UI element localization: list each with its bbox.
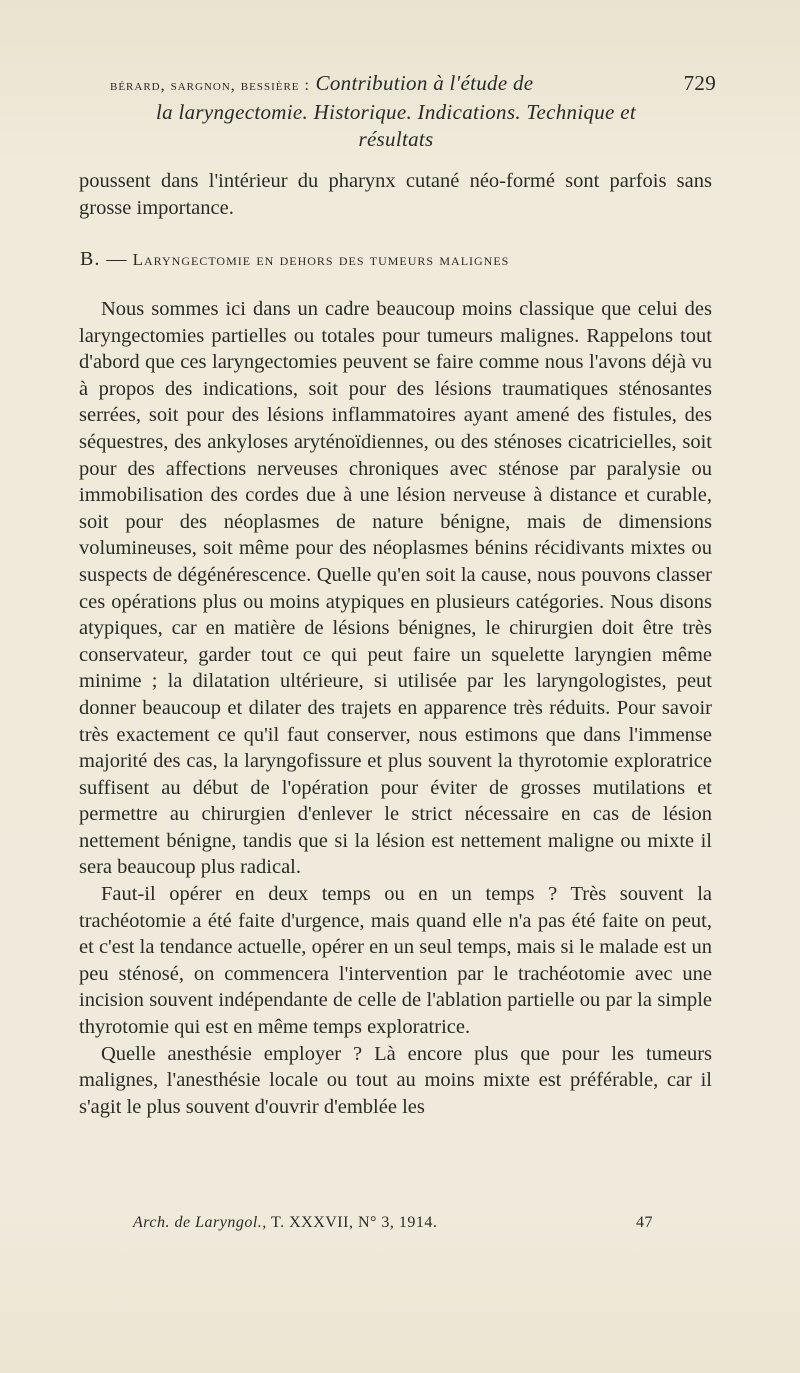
header-title-part-1: Contribution à l'étude de <box>315 71 534 95</box>
continuation-paragraph: poussent dans l'intérieur du pharynx cutané néo-formé sont parfois sans grosse importance. <box>79 170 712 219</box>
footer-volume: T. XXXVII, N° 3, 1914. <box>271 1214 438 1231</box>
paragraph: Faut-il opérer en deux temps ou en un temps ? Très souvent la trachéotomie a été faite d'urgence, mais quand elle n'a pas été faite on peut, et c'est la tendance actuelle, opérer en un seul temps, mais si le malade est un peu sténosé, on commencera l'intervention par le trachéotomie avec une incision souvent indépendante de celle de l'ablation partielle ou par la simple thyrotomie qui est en même temps exploratrice. <box>79 883 712 1039</box>
header-title-part-2: la laryngectomie. Historique. Indications. Technique et <box>156 100 636 124</box>
section-heading <box>80 248 712 271</box>
header-authors: bérard, sargnon, bessière : <box>110 77 310 94</box>
page-number: 729 <box>683 71 716 95</box>
section-letter: B. — <box>80 248 128 270</box>
running-header <box>80 70 716 153</box>
paragraph: Quelle anesthésie employer ? Là encore plus que pour les tumeurs malignes, l'anesthésie locale ou tout au moins mixte est préférable, car il s'agit le plus souvent d'ouvrir d'emblée les <box>79 1042 712 1118</box>
page-footer <box>133 1214 653 1232</box>
paragraph: Nous sommes ici dans un cadre beaucoup moins classique que celui des laryngectomies partielles ou totales pour tumeurs malignes. Rappelons tout d'abord que ces laryngectomies peuvent se faire comme nous l'avons déjà vu à propos des indications, soit pour des lésions traumatiques sténosantes serrées, soit pour des lésions inflammatoires ayant amené des fistules, des séquestres, des ankyloses aryténoïdiennes, ou des sténoses cicatricielles, soit pour des affections nerveuses chroniques avec sténose par paralysie ou immobilisation des cordes due à une lésion nerveuse à distance et curable, soit pour des néoplasmes de nature bénigne, mais de dimensions volumineuses, soit même pour des néoplasmes bénins récidivants mixtes ou suspects de dégénérescence. Quelle qu'en soit la cause, nous pouvons classer ces opérations plus ou moins atypiques en plusieurs catégories. Nous disons atypiques, car en matière de lésions bénignes, le chirurgien doit être très conservateur, garder tout ce qui peut faire un squelette laryngien même minime ; la dilatation ultérieure, si utilisée par les laryngologistes, peut donner beaucoup et dilater des trajets en apparence très réduits. Pour savoir très exactement ce qu'il faut conserver, nous estimons que dans l'immense majorité des cas, la laryngofissure et plus souvent la thyrotomie exploratrice suffisent au début de l'opération pour éviter de grosses mutilations et permettre au chirurgien d'enlever le strict nécessaire en cas de lésion nettement bénigne, tandis que si la lésion est nettement maligne ou mixte il sera beaucoup plus radical. <box>79 298 712 879</box>
header-line-1 <box>80 70 716 99</box>
footer-sheet-number: 47 <box>636 1214 653 1231</box>
section-title: Laryngectomie en dehors des tumeurs malignes <box>132 250 510 269</box>
footer-journal: Arch. de Laryngol., <box>133 1214 267 1231</box>
header-title-part-3: résultats <box>358 127 434 151</box>
body-text <box>79 296 712 1120</box>
